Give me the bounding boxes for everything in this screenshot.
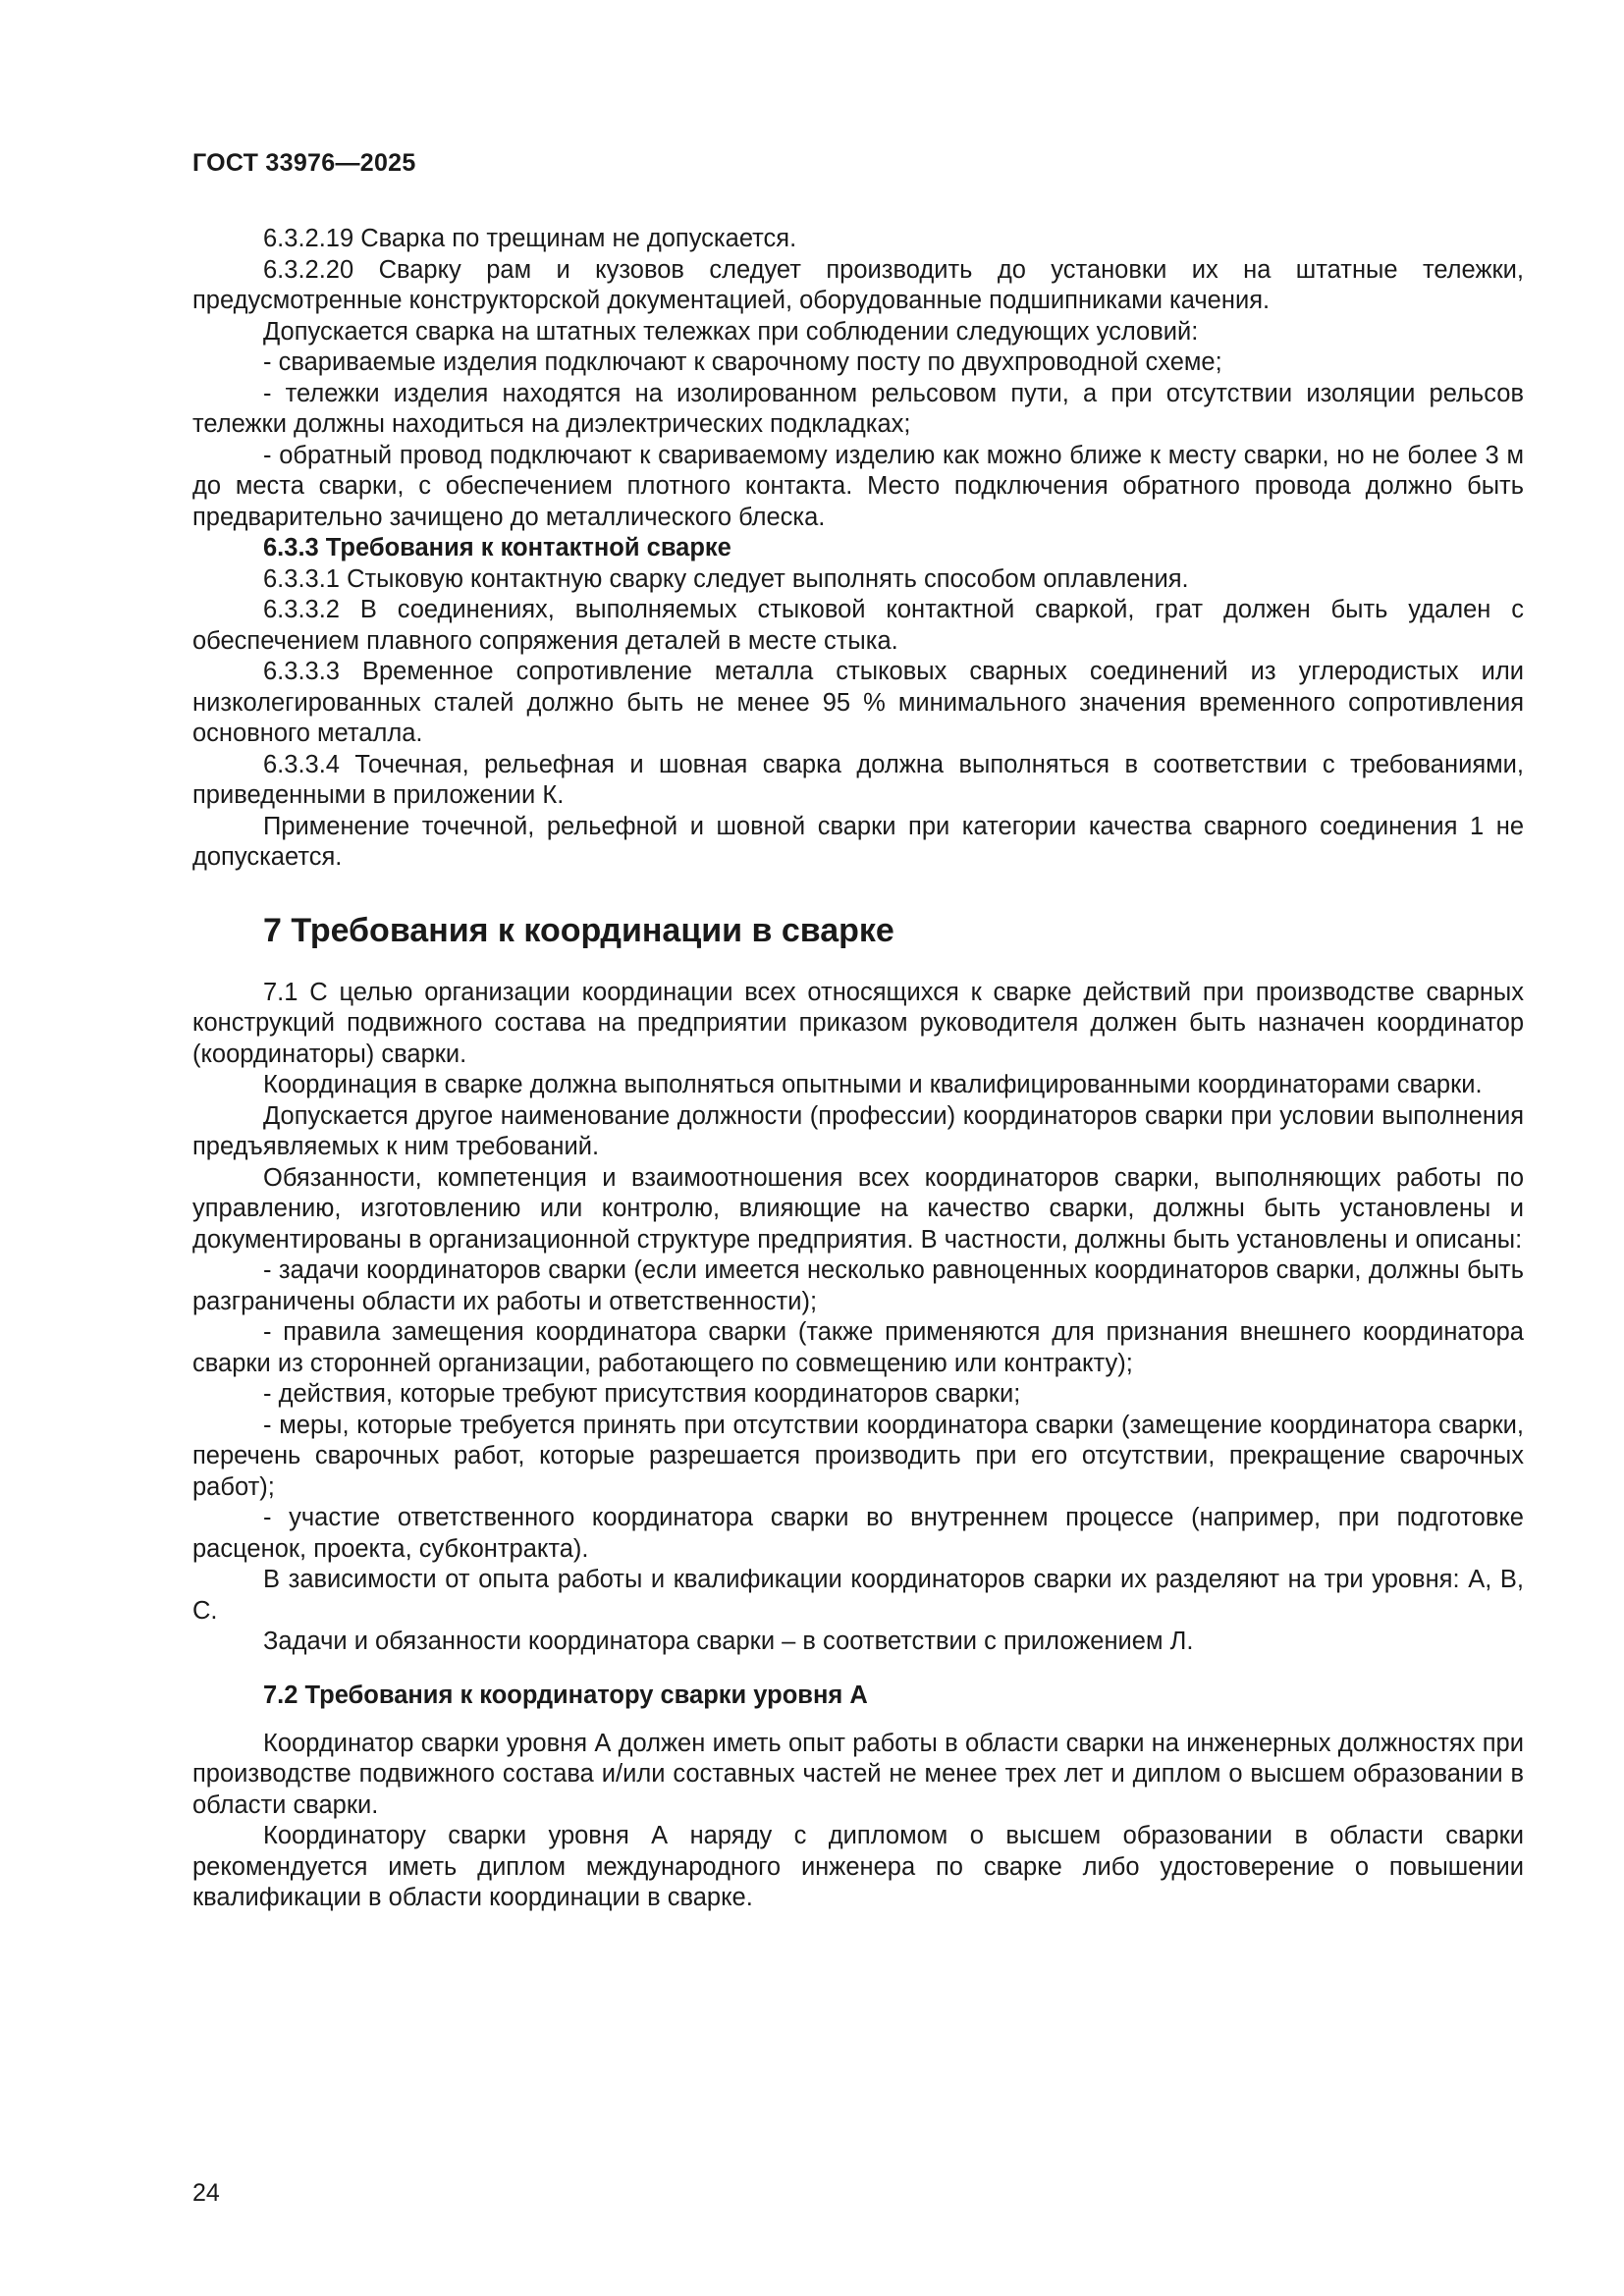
paragraph: Допускается другое наименование должности (профессии) координаторов сварки при условии выполнения предъявляемых к ним требований. [192,1101,1524,1160]
paragraph: Обязанности, компетенция и взаимоотношения всех координаторов сварки, выполняющих работы по управлению, изготовлению или контролю, влияющие на качество сварки, должны быть установлены и документированы в организационной структуре предприятия. В частности, должны быть установлены и описаны: [192,1163,1524,1254]
section-7-title: 7 Требования к координации в сварке [263,911,894,949]
paragraph: Координатор сварки уровня А должен иметь опыт работы в области сварки на инженерных должностях при производстве подвижного состава и/или составных частей не менее трех лет и диплом о высшем образовании в области сварки. [192,1729,1524,1819]
list-item: - свариваемые изделия подключают к сварочному посту по двухпроводной схеме; [263,348,1222,376]
paragraph: Координация в сварке должна выполняться опытными и квалифицированными координаторами сварки. [263,1071,1483,1098]
paragraph: Допускается сварка на штатных тележках при соблюдении следующих условий: [263,317,1199,346]
paragraph: Применение точечной, рельефной и шовной сварки при категории качества сварного соединения 1 не допускается. [192,812,1524,871]
list-item: - правила замещения координатора сварки (также применяются для признания внешнего координатора сварки из сторонней организации, работающего по совмещению или контракту); [192,1318,1524,1377]
paragraph: 6.3.3.2 В соединениях, выполняемых стыковой контактной сваркой, грат должен быть удален с обеспечением плавного сопряжения деталей в месте стыка. [192,596,1524,655]
list-item: - меры, которые требуется принять при отсутствии координатора сварки (замещение координатора сварки, перечень сварочных работ, которые разрешается производить при его отсутствии, прекращение сварочных работ); [192,1411,1524,1501]
page-number: 24 [192,2179,220,2207]
paragraph: 6.3.3.3 Временное сопротивление металла стыковых сварных соединений из углеродистых или низколегированных сталей должно быть не менее 95 % минимального значения временного сопротивления основного металла. [192,658,1524,747]
subsection-7-2-title: 7.2 Требования к координатору сварки уровня А [263,1681,868,1709]
paragraph: Задачи и обязанности координатора сварки – в соответствии с приложением Л. [263,1628,1194,1655]
paragraph: Координатору сварки уровня А наряду с дипломом о высшем образовании в области сварки рекомендуется иметь диплом международного инженера по сварке либо удостоверение о повышении квалификации в области координации в сварке. [192,1822,1524,1911]
document-code-header: ГОСТ 33976—2025 [192,149,416,177]
list-item: - тележки изделия находятся на изолированном рельсовом пути, а при отсутствии изоляции рельсов тележки должны находиться на диэлектрических подкладках; [192,379,1524,438]
paragraph: 6.3.3.4 Точечная, рельефная и шовная сварка должна выполняться в соответствии с требованиями, приведенными в приложении К. [192,750,1524,809]
paragraph: 7.1 С целью организации координации всех относящихся к сварке действий при производстве сварных конструкций подвижного состава на предприятии приказом руководителя должен быть назначен координатор (координаторы) сварки. [192,978,1524,1068]
list-item: - действия, которые требуют присутствия координаторов сварки; [263,1380,1021,1408]
paragraph: 6.3.3.1 Стыковую контактную сварку следует выполнять способом оплавления. [263,564,1189,593]
document-body [192,224,1524,1914]
paragraph: 6.3.2.20 Сварку рам и кузовов следует производить до установки их на штатные тележки, предусмотренные конструкторской документацией, оборудованные подшипниками качения. [192,255,1524,314]
subheading-6-3-3: 6.3.3 Требования к контактной сварке [263,534,731,561]
list-item: - участие ответственного координатора сварки во внутреннем процессе (например, при подготовке расценок, проекта, субконтракта). [192,1504,1524,1563]
list-item: - задачи координаторов сварки (если имеется несколько равноценных координаторов сварки, должны быть разграничены области их работы и ответственности); [192,1256,1524,1315]
paragraph: В зависимости от опыта работы и квалификации координаторов сварки их разделяют на три уровня: А, В, С. [192,1566,1524,1625]
list-item: - обратный провод подключают к свариваемому изделию как можно ближе к месту сварки, но не более 3 м до места сварки, с обеспечением плотного контакта. Место подключения обратного провода должно быть предварительно зачищено до металлического блеска. [192,441,1524,531]
paragraph: 6.3.2.19 Сварка по трещинам не допускается. [263,225,797,252]
